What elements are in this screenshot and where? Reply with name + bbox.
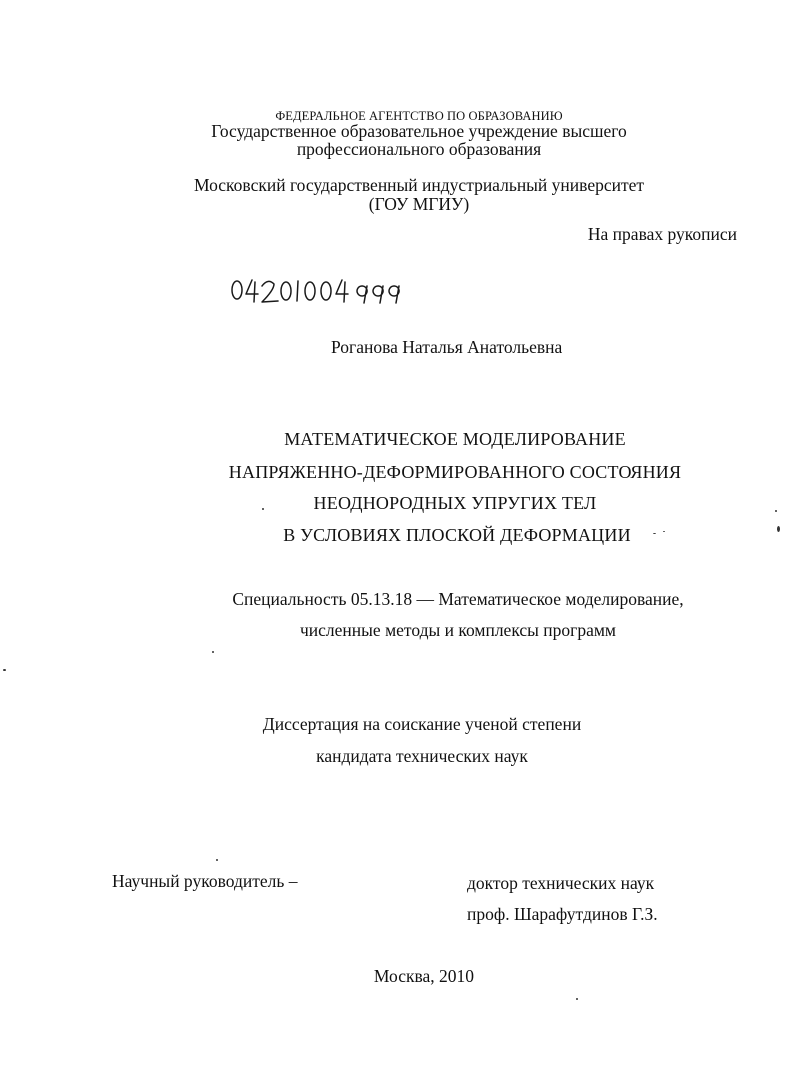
thesis-title-line-4: В УСЛОВИЯХ ПЛОСКОЙ ДЕФОРМАЦИИ	[283, 525, 631, 545]
institution-line-1: Государственное образовательное учреждение высшего	[211, 121, 627, 141]
thesis-title-line-1: МАТЕМАТИЧЕСКОЕ МОДЕЛИРОВАНИЕ	[284, 429, 626, 449]
thesis-title-line-2: НАПРЯЖЕННО-ДЕФОРМИРОВАННОГО СОСТОЯНИЯ	[228, 462, 682, 482]
thesis-title-line-3: НЕОДНОРОДНЫХ УПРУГИХ ТЕЛ	[313, 493, 597, 513]
degree-line-1: Диссертация на соискание ученой степени	[262, 714, 582, 734]
university-abbreviation: (ГОУ МГИУ)	[368, 194, 470, 214]
place-and-year: Москва, 2010	[373, 966, 475, 986]
handwritten-catalog-number	[228, 270, 403, 306]
manuscript-note: На правах рукописи	[587, 224, 737, 244]
degree-line-2: кандидата технических наук	[316, 746, 528, 766]
scan-speck	[3, 669, 6, 671]
scan-speck	[653, 533, 656, 534]
institution-line-2: профессионального образования	[296, 139, 542, 159]
scan-speck	[576, 998, 578, 1000]
scan-speck	[663, 531, 665, 532]
scan-speck	[212, 651, 214, 653]
scan-speck	[216, 859, 218, 861]
specialty-line-2: численные методы и комплексы программ	[300, 620, 616, 640]
author-name: Роганова Наталья Анатольевна	[331, 337, 563, 357]
scan-speck	[775, 510, 777, 512]
scan-speck	[777, 526, 780, 532]
advisor-label: Научный руководитель –	[112, 871, 298, 891]
scan-speck	[262, 508, 264, 510]
advisor-name: проф. Шарафутдинов Г.З.	[467, 904, 658, 924]
agency-name: ФЕДЕРАЛЬНОЕ АГЕНТСТВО ПО ОБРАЗОВАНИЮ	[275, 109, 563, 123]
advisor-degree: доктор технических наук	[467, 873, 655, 893]
university-name: Московский государственный индустриальный университет	[193, 175, 645, 195]
specialty-line-1: Специальность 05.13.18 — Математическое моделирование,	[232, 589, 684, 609]
